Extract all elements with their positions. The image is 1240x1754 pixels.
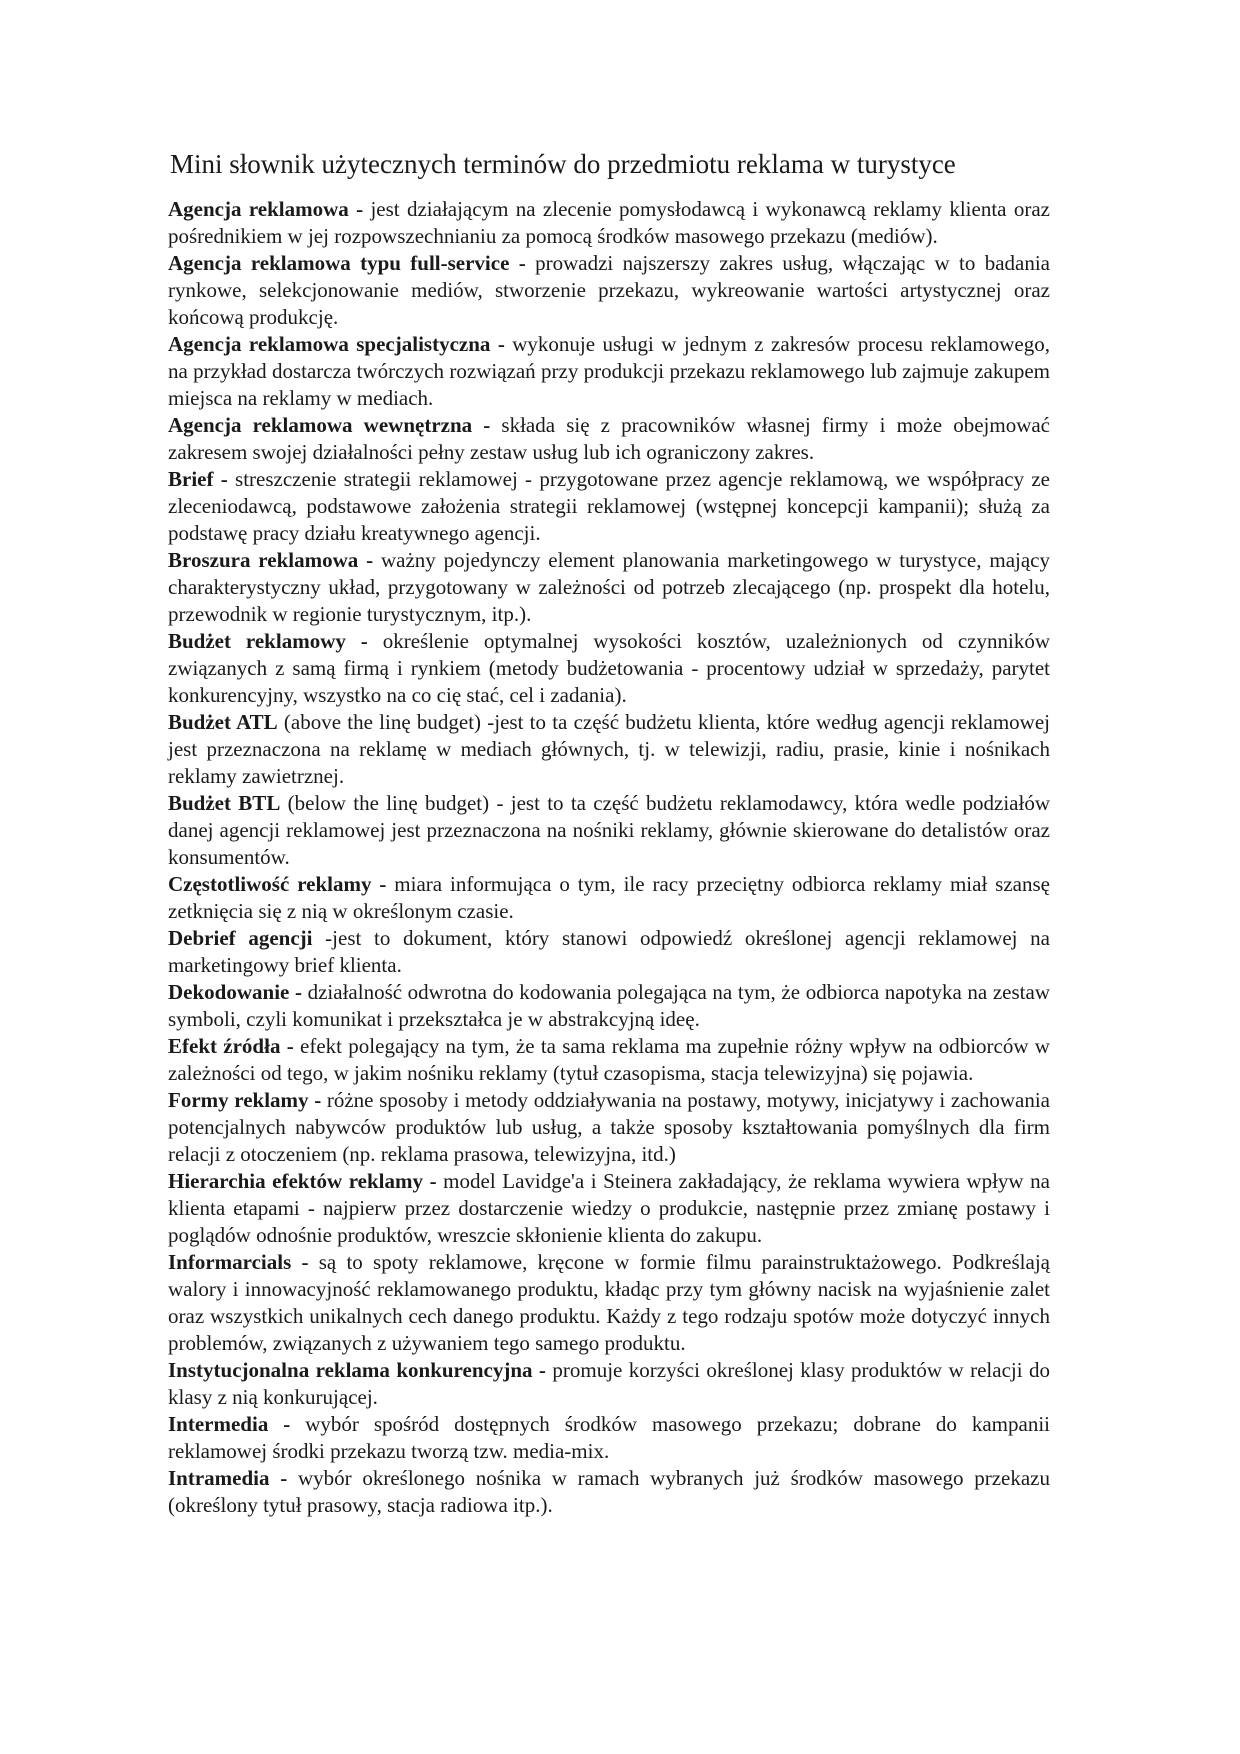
glossary-term: Instytucjonalna reklama konkurencyjna -: [168, 1358, 546, 1383]
glossary-term: Agencja reklamowa -: [168, 197, 364, 222]
glossary-term: Agencja reklamowa typu full-service -: [168, 251, 526, 276]
glossary-term: Broszura reklamowa -: [168, 548, 374, 573]
glossary-definition: składa się z pracowników własnej firmy i może obejmować zakresem swojej działalności pełny zestaw usług lub ich ograniczony zakres.: [168, 413, 1050, 465]
glossary-term: Intramedia -: [168, 1466, 288, 1491]
glossary-entry: [168, 1033, 1050, 1087]
glossary-term: Budżet BTL: [168, 791, 281, 816]
document-page: [168, 148, 1050, 1519]
glossary-term: Brief -: [168, 467, 228, 492]
glossary-term: Efekt źródła -: [168, 1034, 294, 1059]
glossary-entry: [168, 547, 1050, 628]
glossary-definition: są to spoty reklamowe, kręcone w formie filmu parainstruktażowego. Podkreślają walory i innowacyjność reklamowanego produktu, kładąc przy tym główny nacisk na wyjaśnienie zalet oraz wszystkich unikalnych cech danego produktu. Każdy z tego rodzaju spotów może dotyczyć innych problemów, związanych z używaniem tego samego produktu.: [168, 1250, 1050, 1356]
glossary-entry: [168, 925, 1050, 979]
glossary-entry: [168, 196, 1050, 250]
glossary-entry: [168, 979, 1050, 1033]
glossary-entry: [168, 1357, 1050, 1411]
glossary-definition: streszczenie strategii reklamowej - przygotowane przez agencje reklamową, we współpracy ze zleceniodawcą, podstawowe założenia strategii reklamowej (wstępnej koncepcji kampanii); służą za podstawę pracy działu kreatywnego agencji.: [168, 467, 1050, 546]
glossary-entry: [168, 709, 1050, 790]
glossary-entry: [168, 1411, 1050, 1465]
glossary-definition: określenie optymalnej wysokości kosztów, uzależnionych od czynników związanych z samą firmą i rynkiem (metody budżetowania - procentowy udział w sprzedaży, parytet konkurencyjny, wszystko na co cię stać, cel i zadania).: [168, 629, 1050, 708]
glossary-term: Intermedia -: [168, 1412, 291, 1437]
glossary-definition: wykonuje usługi w jednym z zakresów procesu reklamowego, na przykład dostarcza twórczych rozwiązań przy produkcji przekazu reklamowego lub zajmuje zakupem miejsca na reklamy w mediach.: [168, 332, 1050, 411]
glossary-list: [168, 196, 1050, 1519]
glossary-definition: efekt polegający na tym, że ta sama reklama ma zupełnie różny wpływ na odbiorców w zależności od tego, w jakim nośniku reklamy (tytuł czasopisma, stacja telewizyjna) się pojawia.: [168, 1034, 1050, 1086]
glossary-definition: miara informująca o tym, ile racy przeciętny odbiorca reklamy miał szansę zetknięcia się z nią w określonym czasie.: [168, 872, 1050, 924]
glossary-entry: [168, 871, 1050, 925]
glossary-definition: prowadzi najszerszy zakres usług, włączając w to badania rynkowe, selekcjonowanie mediów, stworzenie przekazu, wykreowanie wartości artystycznej oraz końcową produkcję.: [168, 251, 1050, 330]
glossary-entry: [168, 331, 1050, 412]
glossary-definition: (below the linę budget) - jest to ta część budżetu reklamodawcy, która wedle podziałów danej agencji reklamowej jest przeznaczona na nośniki reklamy, głównie skierowane do detalistów oraz konsumentów.: [168, 791, 1050, 870]
glossary-entry: [168, 1249, 1050, 1357]
document-title: Mini słownik użytecznych terminów do przedmiotu reklama w turystyce: [170, 149, 956, 179]
glossary-term: Budżet reklamowy -: [168, 629, 368, 654]
glossary-entry: [168, 466, 1050, 547]
glossary-definition: ważny pojedynczy element planowania marketingowego w turystyce, mający charakterystyczny układ, przygotowany w zależności od potrzeb zlecającego (np. prospekt dla hotelu, przewodnik w regionie turystycznym, itp.).: [168, 548, 1050, 627]
glossary-entry: [168, 790, 1050, 871]
glossary-definition: wybór określonego nośnika w ramach wybranych już środków masowego przekazu (określony tytuł prasowy, stacja radiowa itp.).: [168, 1466, 1050, 1518]
glossary-definition: -jest to dokument, który stanowi odpowiedź określonej agencji reklamowej na marketingowy brief klienta.: [168, 926, 1050, 978]
glossary-term: Dekodowanie -: [168, 980, 302, 1005]
glossary-term: Informarcials -: [168, 1250, 309, 1275]
glossary-definition: (above the linę budget) -jest to ta część budżetu klienta, które według agencji reklamowej jest przeznaczona na reklamę w mediach głównych, tj. w telewizji, radiu, prasie, kinie i nośnikach reklamy zawietrznej.: [168, 710, 1051, 789]
glossary-entry: [168, 250, 1050, 331]
glossary-definition: różne sposoby i metody oddziaływania na postawy, motywy, inicjatywy i zachowania potencjalnych nabywców produktów lub usług, a także sposoby kształtowania pomyślnych dla firm relacji z otoczeniem (np. reklama prasowa, telewizyjna, itd.): [168, 1088, 1050, 1167]
glossary-entry: [168, 1087, 1050, 1168]
glossary-entry: [168, 412, 1050, 466]
glossary-entry: [168, 628, 1050, 709]
glossary-term: Agencja reklamowa specjalistyczna -: [168, 332, 505, 357]
glossary-entry: [168, 1168, 1050, 1249]
glossary-definition: działalność odwrotna do kodowania polegająca na tym, że odbiorca napotyka na zestaw symboli, czyli komunikat i przekształca je w abstrakcyjną ideę.: [168, 980, 1050, 1032]
glossary-term: Częstotliwość reklamy -: [168, 872, 387, 897]
glossary-term: Budżet ATL: [168, 710, 278, 735]
glossary-term: Agencja reklamowa wewnętrzna -: [168, 413, 491, 438]
glossary-term: Formy reklamy -: [168, 1088, 322, 1113]
glossary-entry: [168, 1465, 1050, 1519]
glossary-definition: wybór spośród dostępnych środków masowego przekazu; dobrane do kampanii reklamowej środki przekazu tworzą tzw. media-mix.: [168, 1412, 1050, 1464]
glossary-definition: promuje korzyści określonej klasy produktów w relacji do klasy z nią konkurującej.: [168, 1358, 1050, 1410]
glossary-definition: jest działającym na zlecenie pomysłodawcą i wykonawcą reklamy klienta oraz pośrednikiem w jej rozpowszechnianiu za pomocą środków masowego przekazu (mediów).: [168, 197, 1050, 249]
glossary-term: Debrief agencji: [168, 926, 313, 951]
glossary-term: Hierarchia efektów reklamy -: [168, 1169, 437, 1194]
glossary-definition: model Lavidge'a i Steinera zakładający, że reklama wywiera wpływ na klienta etapami - najpierw przez dostarczenie wiedzy o produkcie, następnie przez zmianę postawy i poglądów odnośnie produktów, wreszcie skłonienie klienta do zakupu.: [168, 1169, 1050, 1248]
